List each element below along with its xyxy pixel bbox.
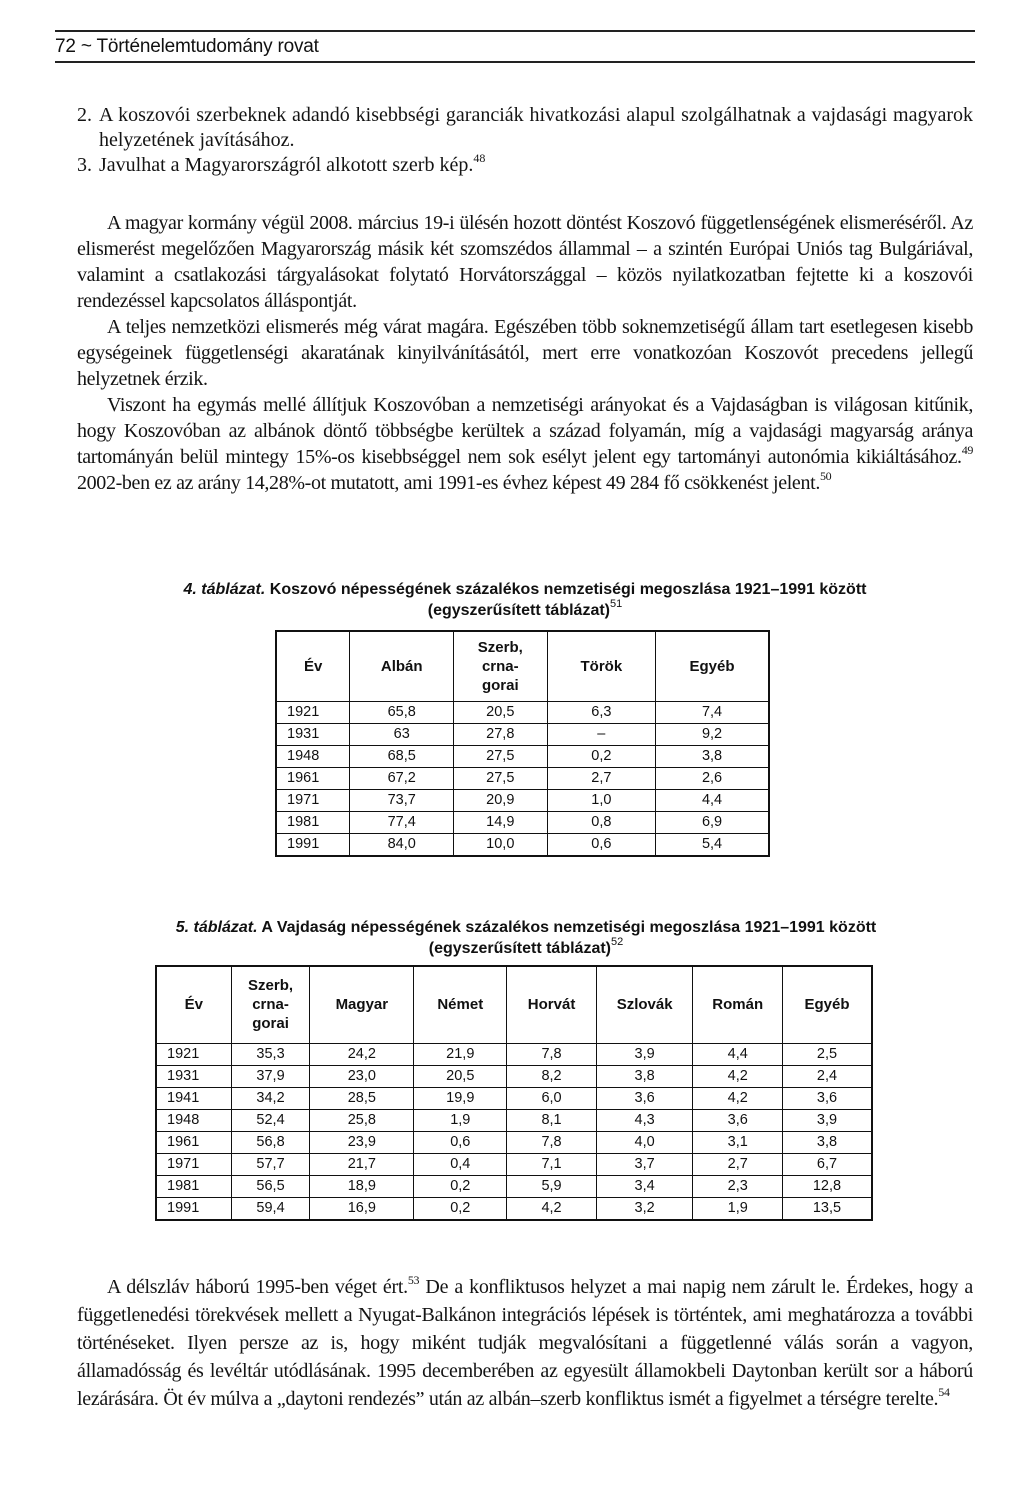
table-row (276, 833, 769, 856)
table-cell: 3,7 (596, 1153, 693, 1175)
column-header: Szerb, crna-gorai (231, 966, 310, 1043)
paragraph: A magyar kormány végül 2008. március 19-i ülésén hozott döntést Koszovó függetlenségének elismeréséről. Az elismerést megelőzően Magyarország másik két szomszédos állammal – a szintén Európai Uniós tag Bulgáriával, valamint a csatlakozási tárgyalásokat folytató Horvátországgal – közös nyilatkozatban fejtette ki a koszovói rendezéssel kapcsolatos álláspontját. (77, 212, 973, 312)
year-cell: 1931 (156, 1065, 231, 1087)
table-cell: 13,5 (782, 1197, 872, 1220)
table-cell: 8,2 (507, 1065, 597, 1087)
table-cell: 10,0 (453, 833, 547, 856)
table-row (156, 1153, 872, 1175)
table-row (276, 767, 769, 789)
footnote-ref: 49 (961, 443, 973, 457)
table-cell: 4,4 (656, 789, 769, 811)
table-cell: 3,8 (782, 1131, 872, 1153)
table-cell: 27,8 (453, 723, 547, 745)
column-header: Magyar (310, 966, 414, 1043)
year-cell: 1961 (276, 767, 350, 789)
column-header: Szlovák (596, 966, 693, 1043)
table-cell: 28,5 (310, 1087, 414, 1109)
table-row (276, 745, 769, 767)
table-cell: 27,5 (453, 767, 547, 789)
list-text: Javulhat a Magyarországról alkotott szerb kép. (99, 154, 474, 176)
table-row (156, 1087, 872, 1109)
table-cell: 67,2 (350, 767, 454, 789)
table-cell: 3,9 (782, 1109, 872, 1131)
table-cell: 4,2 (693, 1087, 783, 1109)
table-cell: 52,4 (231, 1109, 310, 1131)
table-row (156, 1131, 872, 1153)
table-cell: 0,6 (547, 833, 655, 856)
column-header: Egyéb (782, 966, 872, 1043)
page-number: 72 (55, 36, 76, 57)
table-row (156, 1043, 872, 1065)
journal-section-title: Történelemtudomány rovat (96, 36, 319, 57)
table5 (155, 965, 873, 1221)
year-cell: 1941 (156, 1087, 231, 1109)
table-row (156, 1109, 872, 1131)
table-cell: 19,9 (414, 1087, 507, 1109)
table-cell: 4,4 (693, 1043, 783, 1065)
table-header-row (156, 966, 872, 1043)
column-header: Román (693, 966, 783, 1043)
table-row (156, 1197, 872, 1220)
table-cell: 1,9 (693, 1197, 783, 1220)
table-cell: 4,3 (596, 1109, 693, 1131)
table-cell: 18,9 (310, 1175, 414, 1197)
footnote-ref: 54 (938, 1385, 950, 1399)
table-cell: 7,8 (507, 1131, 597, 1153)
table-cell: 27,5 (453, 745, 547, 767)
table-cell: 0,2 (414, 1175, 507, 1197)
year-cell: 1971 (156, 1153, 231, 1175)
table-cell: 7,8 (507, 1043, 597, 1065)
table4-caption (80, 579, 970, 621)
table-cell: 6,9 (656, 811, 769, 833)
table-cell: 6,0 (507, 1087, 597, 1109)
table-cell: 3,9 (596, 1043, 693, 1065)
table-cell: 37,9 (231, 1065, 310, 1087)
table-cell: 2,3 (693, 1175, 783, 1197)
footnote-ref: 51 (610, 598, 623, 610)
paragraph (77, 392, 973, 496)
table-cell: 3,1 (693, 1131, 783, 1153)
table-cell: 56,8 (231, 1131, 310, 1153)
table4-label: 4. táblázat. (183, 581, 266, 598)
table-header-row (276, 631, 769, 701)
table-cell: 68,5 (350, 745, 454, 767)
table-cell: 77,4 (350, 811, 454, 833)
footnote-ref: 52 (611, 936, 624, 948)
table4-title: Koszovó népességének százalékos nemzetiségi megoszlása 1921–1991 között (269, 581, 867, 598)
year-cell: 1921 (156, 1043, 231, 1065)
table-cell: 1,0 (547, 789, 655, 811)
table-cell: 63 (350, 723, 454, 745)
table-cell: 2,7 (693, 1153, 783, 1175)
header-rule-bottom (55, 61, 975, 63)
paragraph-text: De a konfliktusos helyzet a mai napig nem zárult le. Érdekes, hogy a függetlenedési törekvések mellett a Nyugat-Balkánon integrációs lépések is történtek, ami meghatározza a további történéseket. Ilyen persze az is, hogy miként tudják megvalósítani a függetlenné válás során a vagyon, államadósság és levéltár utódlásának. 1995 decemberében az egyesült államokbeli Daytonban került sor a háború lezárására. Öt év múlva a „daytoni rendezés” után az albán–szerb konfliktus ismét a figyelmet a térségre terelte. (77, 1276, 973, 1410)
table-cell: 73,7 (350, 789, 454, 811)
paragraph-text: 2002-ben ez az arány 14,28%-ot mutatott, ami 1991-es évhez képest 49 284 fő csökkenést jelent. (77, 472, 820, 494)
table-cell: 7,1 (507, 1153, 597, 1175)
paragraph-block-2 (77, 1273, 973, 1413)
table-cell: 2,7 (547, 767, 655, 789)
table-cell: 3,6 (596, 1087, 693, 1109)
column-header: Egyéb (656, 631, 769, 701)
table-cell: 21,9 (414, 1043, 507, 1065)
table5-body (156, 1043, 872, 1220)
list-number: 2. (77, 104, 92, 126)
header-text (55, 32, 975, 61)
table-cell: 5,9 (507, 1175, 597, 1197)
year-cell: 1981 (276, 811, 350, 833)
table5-title: A Vajdaság népességének százalékos nemzetiségi megoszlása 1921–1991 között (261, 919, 877, 936)
list-text: A koszovói szerbeknek adandó kisebbségi garanciák hivatkozási alapul szolgálhatnak a vajdasági magyarok helyzetének javításához. (99, 104, 973, 151)
column-header: Év (156, 966, 231, 1043)
table-cell: 12,8 (782, 1175, 872, 1197)
table-cell: 7,4 (656, 701, 769, 723)
table-cell: 0,6 (414, 1131, 507, 1153)
table-cell: 3,2 (596, 1197, 693, 1220)
table4-body (276, 701, 769, 856)
header-separator: ~ (80, 36, 92, 57)
paragraph-text: A délszláv háború 1995-ben véget ért. (107, 1276, 408, 1298)
year-cell: 1981 (156, 1175, 231, 1197)
list-number: 3. (77, 154, 92, 176)
list-item (77, 103, 973, 153)
table-cell: 20,9 (453, 789, 547, 811)
table4-subtitle: (egyszerűsített táblázat) (427, 602, 610, 619)
table5-caption-line2 (78, 938, 974, 959)
paragraph-block-1 (77, 210, 973, 496)
footnote-ref: 53 (407, 1273, 420, 1287)
table-cell: 84,0 (350, 833, 454, 856)
table-cell: 3,6 (782, 1087, 872, 1109)
table-cell: 59,4 (231, 1197, 310, 1220)
table-cell: 23,0 (310, 1065, 414, 1087)
table-cell: 3,8 (596, 1065, 693, 1087)
table-cell: 1,9 (414, 1109, 507, 1131)
table-cell: 20,5 (414, 1065, 507, 1087)
column-header: Horvát (507, 966, 597, 1043)
year-cell: 1948 (276, 745, 350, 767)
table-cell: 0,2 (414, 1197, 507, 1220)
table4 (275, 630, 770, 857)
paragraph (77, 1273, 973, 1413)
table-cell: 57,7 (231, 1153, 310, 1175)
table-cell: 6,7 (782, 1153, 872, 1175)
table-cell: 56,5 (231, 1175, 310, 1197)
table-cell: – (547, 723, 655, 745)
table-cell: 65,8 (350, 701, 454, 723)
table-cell: 0,2 (547, 745, 655, 767)
table-cell: 5,4 (656, 833, 769, 856)
column-header: Német (414, 966, 507, 1043)
list-item (77, 153, 973, 178)
table5-caption (78, 917, 974, 959)
table-row (276, 701, 769, 723)
year-cell: 1931 (276, 723, 350, 745)
year-cell: 1948 (156, 1109, 231, 1131)
table-cell: 0,8 (547, 811, 655, 833)
numbered-list (77, 103, 973, 178)
table-cell: 9,2 (656, 723, 769, 745)
column-header: Év (276, 631, 350, 701)
table-cell: 8,1 (507, 1109, 597, 1131)
year-cell: 1991 (276, 833, 350, 856)
table-cell: 23,9 (310, 1131, 414, 1153)
table5-label: 5. táblázat. (175, 919, 258, 936)
table-cell: 2,4 (782, 1065, 872, 1087)
table-cell: 16,9 (310, 1197, 414, 1220)
table-cell: 20,5 (453, 701, 547, 723)
column-header: Albán (350, 631, 454, 701)
year-cell: 1921 (276, 701, 350, 723)
footnote-ref: 50 (819, 469, 832, 483)
table5-subtitle: (egyszerűsített táblázat) (428, 940, 611, 957)
table-cell: 4,2 (693, 1065, 783, 1087)
table-row (156, 1065, 872, 1087)
table5-caption-line1 (78, 917, 974, 938)
table-cell: 3,6 (693, 1109, 783, 1131)
table4-caption-line2 (80, 600, 970, 621)
column-header: Szerb, crna-gorai (453, 631, 547, 701)
table-cell: 4,0 (596, 1131, 693, 1153)
table-cell: 14,9 (453, 811, 547, 833)
table-cell: 0,4 (414, 1153, 507, 1175)
year-cell: 1961 (156, 1131, 231, 1153)
column-header: Török (547, 631, 655, 701)
paragraph: A teljes nemzetközi elismerés még várat magára. Egészében több soknemzetiségű állam tart esetlegesen kisebb egységeinek függetlenségi akaratának kinyilvánításától, mert erre vonatkozóan Koszovót precedens jellegű helyzetnek érzik. (77, 316, 973, 390)
table4-caption-line1 (80, 579, 970, 600)
table-cell: 35,3 (231, 1043, 310, 1065)
table-cell: 4,2 (507, 1197, 597, 1220)
table-cell: 3,4 (596, 1175, 693, 1197)
table-cell: 24,2 (310, 1043, 414, 1065)
year-cell: 1991 (156, 1197, 231, 1220)
year-cell: 1971 (276, 789, 350, 811)
table-row (156, 1175, 872, 1197)
table-cell: 34,2 (231, 1087, 310, 1109)
table-cell: 2,6 (656, 767, 769, 789)
paragraph-text: Viszont ha egymás mellé állítjuk Koszovóban a nemzetiségi arányokat és a Vajdaságban is világosan kitűnik, hogy Koszovóban az albánok döntő többségbe kerültek a század folyamán, míg a vajdasági magyarság aránya tartományán belül mintegy 15%-os kisebbséggel nem sok esélyt jelent egy tartományi autonómia kikiáltásához. (77, 394, 973, 468)
table-row (276, 811, 769, 833)
footnote-ref: 48 (473, 151, 486, 165)
table-cell: 21,7 (310, 1153, 414, 1175)
table-cell: 6,3 (547, 701, 655, 723)
table-cell: 25,8 (310, 1109, 414, 1131)
running-header (55, 30, 975, 63)
table-row (276, 789, 769, 811)
table-cell: 3,8 (656, 745, 769, 767)
table-row (276, 723, 769, 745)
table-cell: 2,5 (782, 1043, 872, 1065)
